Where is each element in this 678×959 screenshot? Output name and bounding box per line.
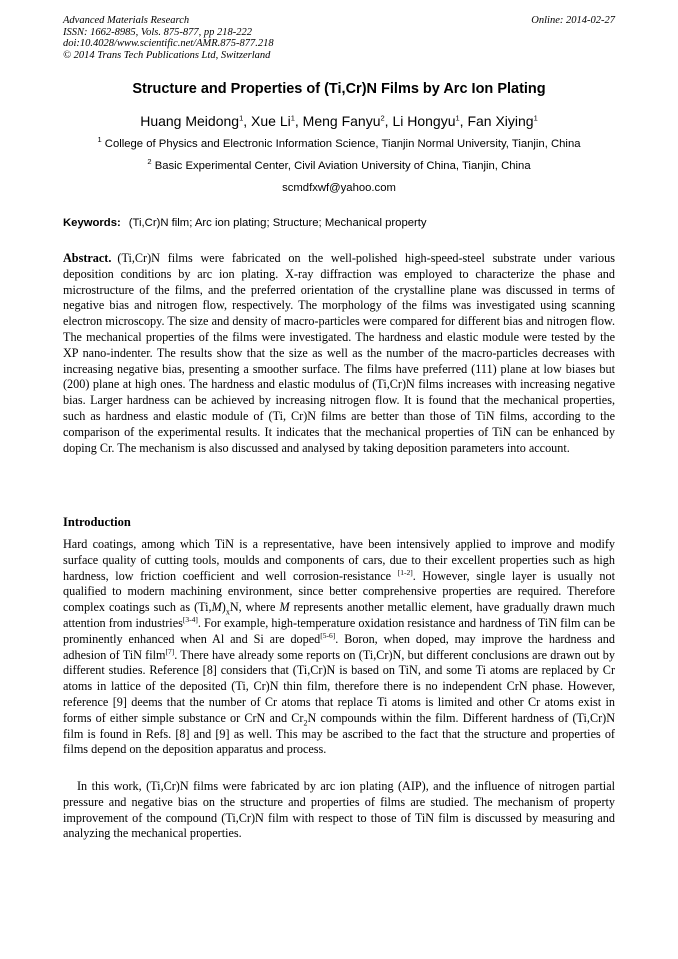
text-run: . Boron, when doped, may improve the hardness and adhesion of TiN film [63,631,615,662]
author-affiliation-mark: 1 [239,113,244,123]
affiliation-2 [0,157,678,172]
subscript: 2 [303,718,308,728]
introduction-paragraph-1 [63,537,615,758]
citation-mark: [1-2] [397,567,413,577]
author-separator: , [243,113,252,129]
introduction-paragraph-2: In this work, (Ti,Cr)N films were fabricated by arc ion plating (AIP), and the influence of nitrogen partial pressure and negative bias on the structure and properties of films are studied. The mechanism of property improvement of the compound (Ti,Cr)N film with respect to those of TiN film is discussed by measuring and analyzing the mechanical properties. [63,779,615,841]
author-separator: , [459,113,468,129]
text-run: . However, single layer is usually not qualified to modern machining environment, since better comprehensive properties are required. Therefore complex coatings such as (Ti, [63,568,615,615]
introduction-heading: Introduction [63,515,131,529]
citation-mark: [5-6] [320,630,336,640]
text-run: . There have already some reports on (Ti,Cr)N, but different conclusions are drawn out by different studies. Reference [8] considers that (Ti,Cr)N is based on TiN, and some Ti atoms are replaced by Cr atoms in lattice of the deposited (Ti, Cr)N thin film, therefore there is no independent CrN phase. However, reference [9] deems that the number of Cr atoms that replace Ti atoms is limited and other Cr atoms exist in forms of either simple substance or CrN and Cr [63,647,615,725]
author-name: Meng Fanyu [302,113,381,129]
author-affiliation-mark: 1 [533,113,538,123]
author-separator: , [294,113,303,129]
online-date: Online: 2014-02-27 [531,15,615,26]
author-affiliation-mark: 2 [380,113,385,123]
abstract-label: Abstract. [63,251,112,265]
paper-title: Structure and Properties of (Ti,Cr)N Films by Arc Ion Plating [132,81,546,97]
copyright-line: © 2014 Trans Tech Publications Ltd, Switzerland [63,49,271,61]
author-affiliation-mark: 1 [290,113,295,123]
doi-line: doi:10.4028/www.scientific.net/AMR.875-877.218 [63,38,274,49]
author-name: Xue Li [251,113,291,129]
journal-name: Advanced Materials Research [63,15,190,26]
citation-mark: [3-4] [182,614,198,624]
affiliation-text: Basic Experimental Center, Civil Aviation University of China, Tianjin, China [154,160,531,172]
text-run: ) [221,600,226,615]
abstract [63,251,615,456]
keywords-label: Keywords: [63,217,121,229]
text-run: . For example, high-temperature oxidation resistance and hardness of TiN film can be prominently enhanced when Al and Si are doped [63,615,615,646]
text-run: Hard coatings, among which TiN is a representative, have been intensively applied to improve and modify surface quality of cutting tools, moulds and components of cars, due to their excellent properties such as high hardness, low friction coefficient and well corrosion-resistance [63,537,615,583]
author-affiliation-mark: 1 [455,113,460,123]
author-separator: , [384,113,393,129]
metal-symbol: M [279,600,290,615]
author-name: Li Hongyu [392,113,456,129]
affiliation-number: 2 [147,157,152,167]
text-run: N, where [229,600,280,615]
author-name: Huang Meidong [140,113,240,129]
author-name: Fan Xiying [467,113,534,129]
abstract-text: (Ti,Cr)N films were fabricated on the well-polished high-speed-steel substrate under various deposition conditions by arc ion plating. X-ray diffraction was employed to characterize the phase and microstructure of the films, and the preferred orientation of the crystalline plane was discussed in terms of negative bias and nitrogen flow, respectively. The morphology of the films was investigated using scanning electron microscopy. The size and density of macro-particles were compared for different bias and nitrogen flow. The mechanical properties of the films were investigated. The hardness and elastic module were tested by the XP nano-indenter. The results show that the size as well as the number of the macro-particles decreases with increasing negative bias, presenting a smoother surface. The films have preferred (111) plane at low biases but (200) plane at high ones. The hardness and elastic modulus of (Ti,Cr)N films increases with increasing negative bias. Larger hardness can be achieved by increasing nitrogen flow. It is found that the mechanical properties, such as hardness and elastic module of (Ti, Cr)N films are better than those of TiN films, according to the comparison of the experimental results. It indicates that the mechanical properties of TiN can be enhanced by doping Cr. The mechanism is also discussed and analysed by taking deposition parameters into account. [63,251,615,455]
author-list [0,113,678,129]
affiliation-text: College of Physics and Electronic Information Science, Tianjin Normal University, Tianjin, China [104,138,581,150]
affiliation-number: 1 [97,135,102,145]
publication-info [63,15,274,61]
metal-symbol: M [211,600,222,615]
contact-email: scmdfxwf@yahoo.com [282,182,396,194]
keywords-line [63,217,615,229]
keywords-text: (Ti,Cr)N film; Arc ion plating; Structure; Mechanical property [128,217,427,229]
issn-line: ISSN: 1662-8985, Vols. 875-877, pp 218-222 [63,26,252,38]
subscript: x [225,607,230,617]
affiliation-1 [0,135,678,150]
text-run: represents another metallic element, have gradually drawn much attention from industries [63,600,615,630]
citation-mark: [7] [165,646,175,656]
text-run: N compounds within the film. Different hardness of (Ti,Cr)N film is found in Refs. [8] and [9] as well. This may be ascribed to the fact that the structure and properties of films depend on the deposition apparatus and process. [63,710,616,757]
